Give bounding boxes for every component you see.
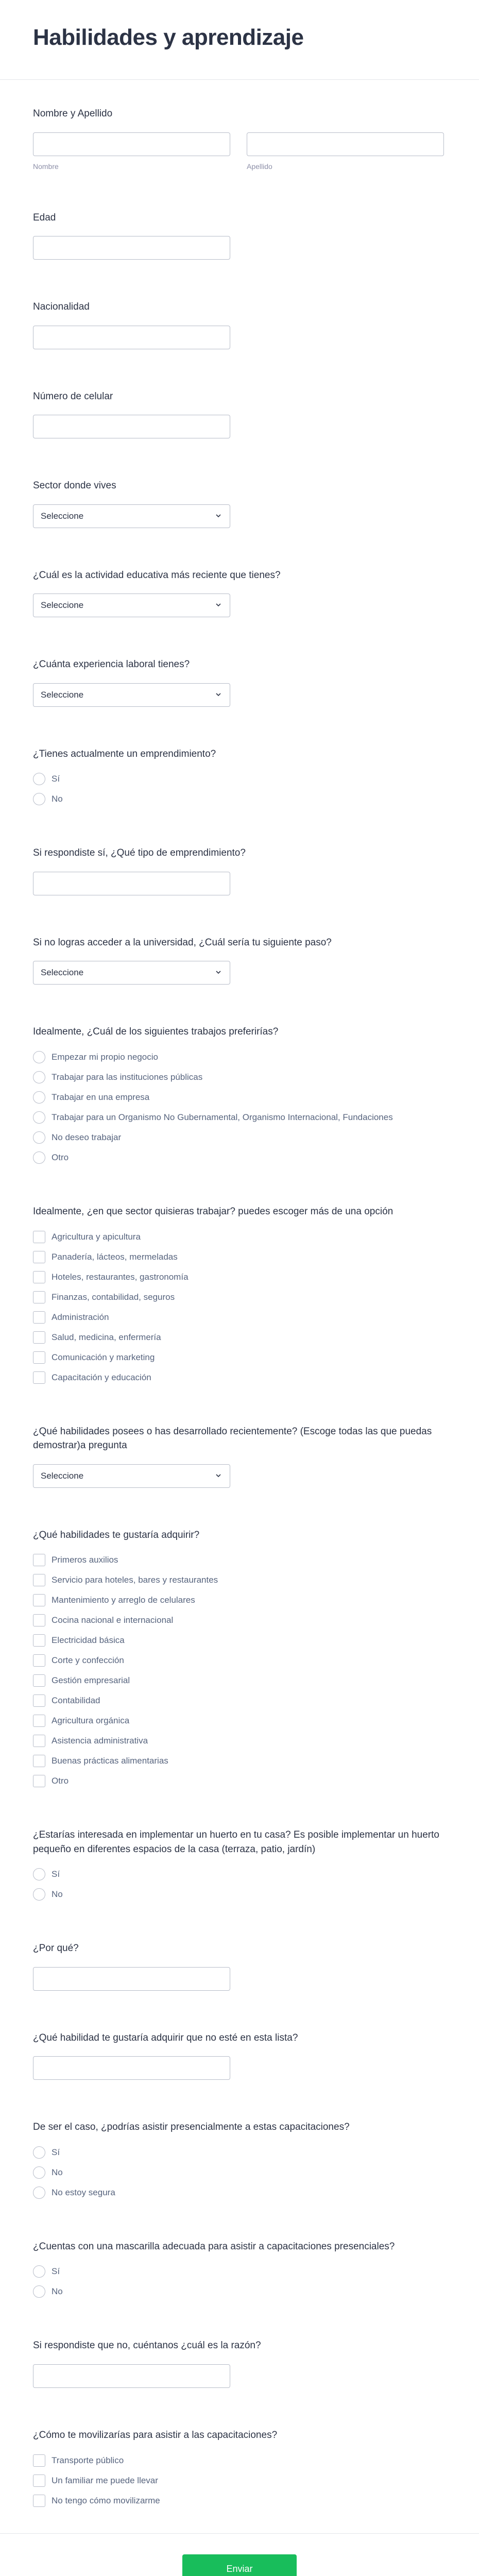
education-dropdown[interactable] [33,594,230,617]
checkbox[interactable] [33,1574,45,1586]
option-label: No [52,1889,63,1900]
radio-button[interactable] [33,1888,45,1901]
radio-option[interactable] [33,1888,446,1901]
checkbox-option[interactable] [33,1594,446,1607]
checkbox-option[interactable] [33,2494,446,2507]
first-name-sublabel: Nombre [33,162,59,171]
option-label: Un familiar me puede llevar [52,2475,158,2485]
form-footer [0,2533,479,2576]
chevron-down-icon [215,691,221,698]
question-label: ¿Por qué? [33,1943,79,1954]
checkbox-option[interactable] [33,1371,446,1384]
sector-dropdown[interactable] [33,504,230,528]
option-label: Sí [52,774,60,784]
option-label: Otro [52,1153,69,1163]
question-label: Nacionalidad [33,301,90,313]
radio-button[interactable] [33,2187,45,2199]
radio-option[interactable] [33,1111,446,1124]
option-label: Agricultura y apicultura [52,1231,141,1242]
checkbox-option[interactable] [33,1734,446,1748]
question-age [33,211,446,260]
checkbox[interactable] [33,1554,45,1566]
question-label: ¿Estarías interesada en implementar un huerto en tu casa? Es posible implementar un huerto pequeño en diferentes espacios de la casa (terraza, patio, jardín) [33,1829,439,1855]
question-skills-want [33,1528,446,1788]
question-other-skill [33,2031,446,2080]
radio-option[interactable] [33,792,446,806]
checkbox-option[interactable] [33,1291,446,1304]
form-body [0,80,479,2507]
checkbox[interactable] [33,1371,45,1384]
checkbox-option[interactable] [33,1714,446,1727]
option-label: Gestión empresarial [52,1675,130,1686]
question-why [33,1941,446,1991]
option-label: No [52,794,63,804]
checkbox-option[interactable] [33,1614,446,1627]
checkbox[interactable] [33,2475,45,2487]
radio-button[interactable] [33,1091,45,1104]
question-label: ¿Cuál es la actividad educativa más reciente que tienes? [33,569,281,581]
option-label: Panadería, lácteos, mermeladas [52,1251,178,1262]
radio-button[interactable] [33,2285,45,2298]
checkbox[interactable] [33,1271,45,1283]
radio-button[interactable] [33,2265,45,2278]
question-label: ¿Qué habilidades posees o has desarrollado recientemente? (Escoge todas las que puedas demostrar)a pregunta [33,1426,432,1451]
option-label: No deseo trabajar [52,1132,122,1143]
option-label: Electricidad básica [52,1635,125,1646]
radio-group [33,1868,446,1901]
option-label: No [52,2286,63,2297]
radio-button[interactable] [33,793,45,805]
question-business [33,747,446,806]
option-label: Sí [52,2147,60,2157]
option-label: Trabajar para un Organismo No Gubernamental, Organismo Internacional, Fundaciones [52,1112,393,1123]
business-type-input[interactable] [33,872,230,895]
skills-have-dropdown[interactable] [33,1464,230,1488]
option-label: Contabilidad [52,1696,100,1706]
radio-option[interactable] [33,2285,446,2298]
question-label: ¿Tienes actualmente un emprendimiento? [33,748,216,759]
checkbox-option[interactable] [33,2474,446,2487]
option-label: Buenas prácticas alimentarias [52,1756,168,1766]
question-label: Nombre y Apellido [33,108,113,119]
radio-option[interactable] [33,1868,446,1881]
option-label: Primeros auxilios [52,1555,118,1565]
option-label: Agricultura orgánica [52,1716,130,1726]
option-label: Trabajar para las instituciones públicas [52,1072,203,1082]
question-label: Idealmente, ¿en que sector quisieras trabajar? puedes escoger más de una opción [33,1206,394,1217]
mask-reason-input[interactable] [33,2364,230,2388]
option-label: Asistencia administrativa [52,1736,148,1746]
question-skills-have [33,1425,446,1488]
radio-group [33,1050,446,1164]
nationality-input[interactable] [33,326,230,349]
checkbox-option[interactable] [33,1331,446,1344]
phone-input[interactable] [33,415,230,438]
radio-option[interactable] [33,2265,446,2278]
checkbox-option[interactable] [33,1754,446,1768]
question-label: Si respondiste que no, cuéntanos ¿cuál es la razón? [33,2340,261,2351]
last-name-sublabel: Apellido [247,162,272,171]
question-preferred-jobs [33,1025,446,1164]
option-label: Capacitación y educación [52,1372,151,1382]
question-name [33,107,446,171]
last-name-input[interactable] [247,132,444,156]
checkbox[interactable] [33,1331,45,1344]
question-label: ¿Cuentas con una mascarilla adecuada para asistir a capacitaciones presenciales? [33,2241,395,2252]
checkbox[interactable] [33,1634,45,1647]
checkbox-group [33,1230,446,1384]
question-label: ¿Qué habilidades te gustaría adquirir? [33,1529,200,1540]
first-name-input[interactable] [33,132,230,156]
question-attend [33,2120,446,2199]
option-label: Empezar mi propio negocio [52,1052,158,1062]
checkbox-option[interactable] [33,1553,446,1567]
radio-button[interactable] [33,1111,45,1124]
question-label: ¿Cuánta experiencia laboral tienes? [33,659,190,670]
option-label: Sí [52,2266,60,2277]
option-label: Hoteles, restaurantes, gastronomía [52,1272,189,1282]
radio-button[interactable] [33,1151,45,1164]
question-transport [33,2428,446,2507]
dropdown-value: Seleccione [41,600,84,611]
option-label: No estoy segura [52,2187,115,2197]
option-label: Trabajar en una empresa [52,1092,150,1103]
checkbox[interactable] [33,1694,45,1707]
radio-group [33,772,446,806]
question-phone [33,389,446,439]
form-header [0,0,479,80]
option-label: Sí [52,1869,60,1879]
option-label: No tengo cómo movilizarme [52,2495,160,2505]
radio-option[interactable] [33,2166,446,2179]
checkbox[interactable] [33,1614,45,1626]
other-skill-input[interactable] [33,2056,230,2080]
checkbox[interactable] [33,1594,45,1606]
question-label: Sector donde vives [33,480,116,492]
dropdown-value: Seleccione [41,1470,84,1481]
checkbox[interactable] [33,1291,45,1303]
question-label: Si respondiste sí, ¿Qué tipo de emprendimiento? [33,848,246,859]
question-business-type [33,846,446,895]
experience-dropdown[interactable] [33,683,230,707]
radio-button[interactable] [33,1071,45,1083]
chevron-down-icon [215,969,221,975]
checkbox-option[interactable] [33,1250,446,1264]
option-label: Comunicación y marketing [52,1352,155,1362]
radio-option[interactable] [33,2186,446,2199]
checkbox-option[interactable] [33,1654,446,1667]
option-label: Finanzas, contabilidad, seguros [52,1292,175,1302]
option-label: Mantenimiento y arreglo de celulares [52,1595,195,1605]
checkbox[interactable] [33,2454,45,2467]
question-mask-reason [33,2338,446,2388]
checkbox-option[interactable] [33,1634,446,1647]
question-label: Si no logras acceder a la universidad, ¿Cuál sería tu siguiente paso? [33,937,332,948]
chevron-down-icon [215,513,221,519]
radio-button[interactable] [33,1868,45,1880]
radio-group [33,2146,446,2199]
checkbox-option[interactable] [33,2454,446,2467]
checkbox[interactable] [33,1311,45,1324]
option-label: Transporte público [52,2455,124,2465]
radio-group [33,2265,446,2298]
radio-button[interactable] [33,1131,45,1144]
checkbox-group [33,2454,446,2507]
chevron-down-icon [215,602,221,608]
option-label: Servicio para hoteles, bares y restaurantes [52,1575,218,1585]
form-title: Habilidades y aprendizaje [33,25,304,50]
checkbox-option[interactable] [33,1573,446,1587]
question-preferred-sectors [33,1205,446,1384]
radio-option[interactable] [33,1151,446,1164]
radio-button[interactable] [33,2146,45,2159]
checkbox[interactable] [33,1715,45,1727]
checkbox[interactable] [33,2495,45,2507]
question-nationality [33,300,446,349]
question-label: Número de celular [33,391,113,402]
checkbox-option[interactable] [33,1674,446,1687]
dropdown-value: Seleccione [41,968,84,978]
checkbox-option[interactable] [33,1351,446,1364]
radio-option[interactable] [33,1091,446,1104]
checkbox[interactable] [33,1735,45,1747]
question-label: De ser el caso, ¿podrías asistir presencialmente a estas capacitaciones? [33,2122,350,2133]
radio-option[interactable] [33,772,446,786]
checkbox[interactable] [33,1231,45,1243]
checkbox-option[interactable] [33,1694,446,1707]
chevron-down-icon [215,1472,221,1479]
radio-option[interactable] [33,1071,446,1084]
radio-option[interactable] [33,1050,446,1064]
age-input[interactable] [33,236,230,260]
checkbox[interactable] [33,1755,45,1767]
question-label: ¿Qué habilidad te gustaría adquirir que no esté en esta lista? [33,2032,298,2043]
checkbox-option[interactable] [33,1270,446,1284]
question-garden [33,1828,446,1901]
checkbox[interactable] [33,1775,45,1787]
question-sector [33,479,446,528]
question-label: Edad [33,212,56,223]
radio-option[interactable] [33,2146,446,2159]
question-label: Idealmente, ¿Cuál de los siguientes trabajos preferirías? [33,1026,279,1038]
option-label: Cocina nacional e internacional [52,1615,174,1625]
option-label: Corte y confección [52,1655,124,1666]
checkbox-group [33,1553,446,1788]
radio-button[interactable] [33,1051,45,1063]
question-next-step [33,936,446,985]
why-input[interactable] [33,1967,230,1991]
submit-button[interactable]: Enviar [182,2554,297,2576]
dropdown-value: Seleccione [41,689,84,700]
question-experience [33,657,446,707]
checkbox[interactable] [33,1654,45,1667]
checkbox[interactable] [33,1251,45,1263]
checkbox-option[interactable] [33,1311,446,1324]
checkbox[interactable] [33,1351,45,1364]
dropdown-value: Seleccione [41,511,84,521]
question-education [33,568,446,618]
checkbox[interactable] [33,1674,45,1687]
option-label: No [52,2167,63,2177]
next-step-dropdown[interactable] [33,961,230,985]
option-label: Otro [52,1776,69,1786]
radio-button[interactable] [33,2166,45,2179]
question-label: ¿Cómo te movilizarías para asistir a las capacitaciones? [33,2430,278,2441]
option-label: Administración [52,1312,109,1322]
radio-option[interactable] [33,1131,446,1144]
radio-button[interactable] [33,773,45,785]
checkbox-option[interactable] [33,1230,446,1244]
checkbox-option[interactable] [33,1774,446,1788]
option-label: Salud, medicina, enfermería [52,1332,161,1342]
question-mask [33,2240,446,2299]
